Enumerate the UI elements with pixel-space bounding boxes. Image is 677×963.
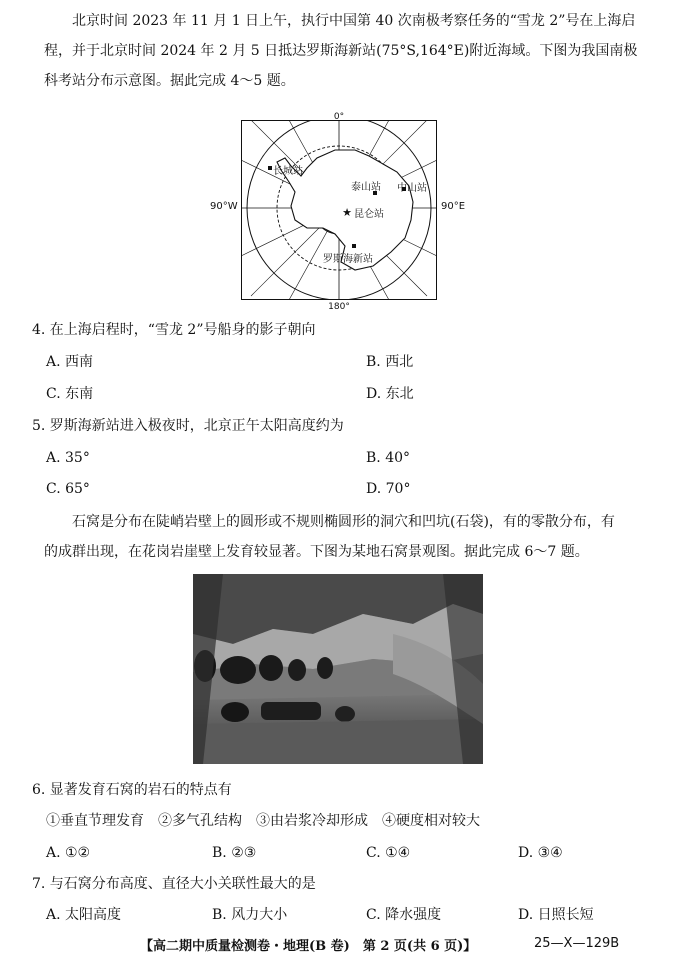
svg-text:★: ★ [342,206,352,219]
intro-line: 石窝是分布在陡峭岩壁上的圆形或不规则椭圆形的洞穴和凹坑(石袋)，有的零散分布，有 [72,514,615,530]
q6-choices: ①垂直节理发育 ②多气孔结构 ③由岩浆冷却形成 ④硬度相对较大 [46,813,480,829]
exam-code: 25—X—129B [534,936,620,951]
station-label-changcheng: 长城站 [273,166,303,177]
map-label-right: 90°E [441,201,466,212]
map-label-top: 0° [333,112,345,122]
q4-option-a[interactable]: A. 西南 [46,354,94,370]
intro-line: 程，并于北京时间 2024 年 2 月 5 日抵达罗斯海新站(75°S,164°E)附近海域。下图为我国南极 [44,43,638,59]
intro-line: 的成群出现，在花岗岩崖壁上发育较显著。下图为某地石窝景观图。据此完成 6～7 题。 [44,544,589,560]
q6-option-a[interactable]: A. ①② [46,845,91,861]
q5-option-a[interactable]: A. 35° [46,450,90,466]
q6-option-d[interactable]: D. ③④ [518,845,563,861]
station-label-kunlun: 昆仑站 [354,209,384,220]
station-label-taishan: 泰山站 [351,182,381,193]
q6-option-b[interactable]: B. ②③ [212,845,257,861]
q7-option-b[interactable]: B. 风力大小 [212,907,288,923]
intro-line: 北京时间 2023 年 11 月 1 日上午，执行中国第 40 次南极考察任务的“雪龙 2”号在上海启 [72,13,636,29]
station-marker [352,244,356,248]
q4-option-d[interactable]: D. 东北 [366,386,414,402]
question-4-stem: 4. 在上海启程时，“雪龙 2”号船身的影子朝向 [32,322,316,338]
q7-option-a[interactable]: A. 太阳高度 [46,907,122,923]
question-7-stem: 7. 与石窝分布高度、直径大小关联性最大的是 [32,876,316,892]
q5-option-c[interactable]: C. 65° [46,481,90,497]
antarctic-station-map [241,112,437,312]
question-6-stem: 6. 显著发育石窝的岩石的特点有 [32,782,232,798]
q4-option-c[interactable]: C. 东南 [46,386,94,402]
station-label-rossnew: 罗斯海新站 [323,254,373,265]
station-marker [268,166,272,170]
intro-line: 科考站分布示意图。据此完成 4～5 题。 [44,73,295,89]
map-label-bottom: 180° [328,302,350,312]
intro-paragraph-2 [44,507,656,567]
station-label-zhongshan: 中山站 [397,183,427,194]
q6-option-c[interactable]: C. ①④ [366,845,411,861]
question-5-stem: 5. 罗斯海新站进入极夜时，北京正午太阳高度约为 [32,418,344,434]
q4-option-b[interactable]: B. 西北 [366,354,414,370]
map-label-left: 90°W [210,201,238,212]
q5-option-d[interactable]: D. 70° [366,481,411,497]
intro-paragraph-1 [44,6,656,96]
q7-option-d[interactable]: D. 日照长短 [518,907,594,923]
page-footer: 【高二期中质量检测卷・地理(B 卷) 第 2 页(共 6 页)】 [140,939,477,954]
q5-option-b[interactable]: B. 40° [366,450,411,466]
q7-option-c[interactable]: C. 降水强度 [366,907,442,923]
stone-nest-photo [193,574,483,764]
